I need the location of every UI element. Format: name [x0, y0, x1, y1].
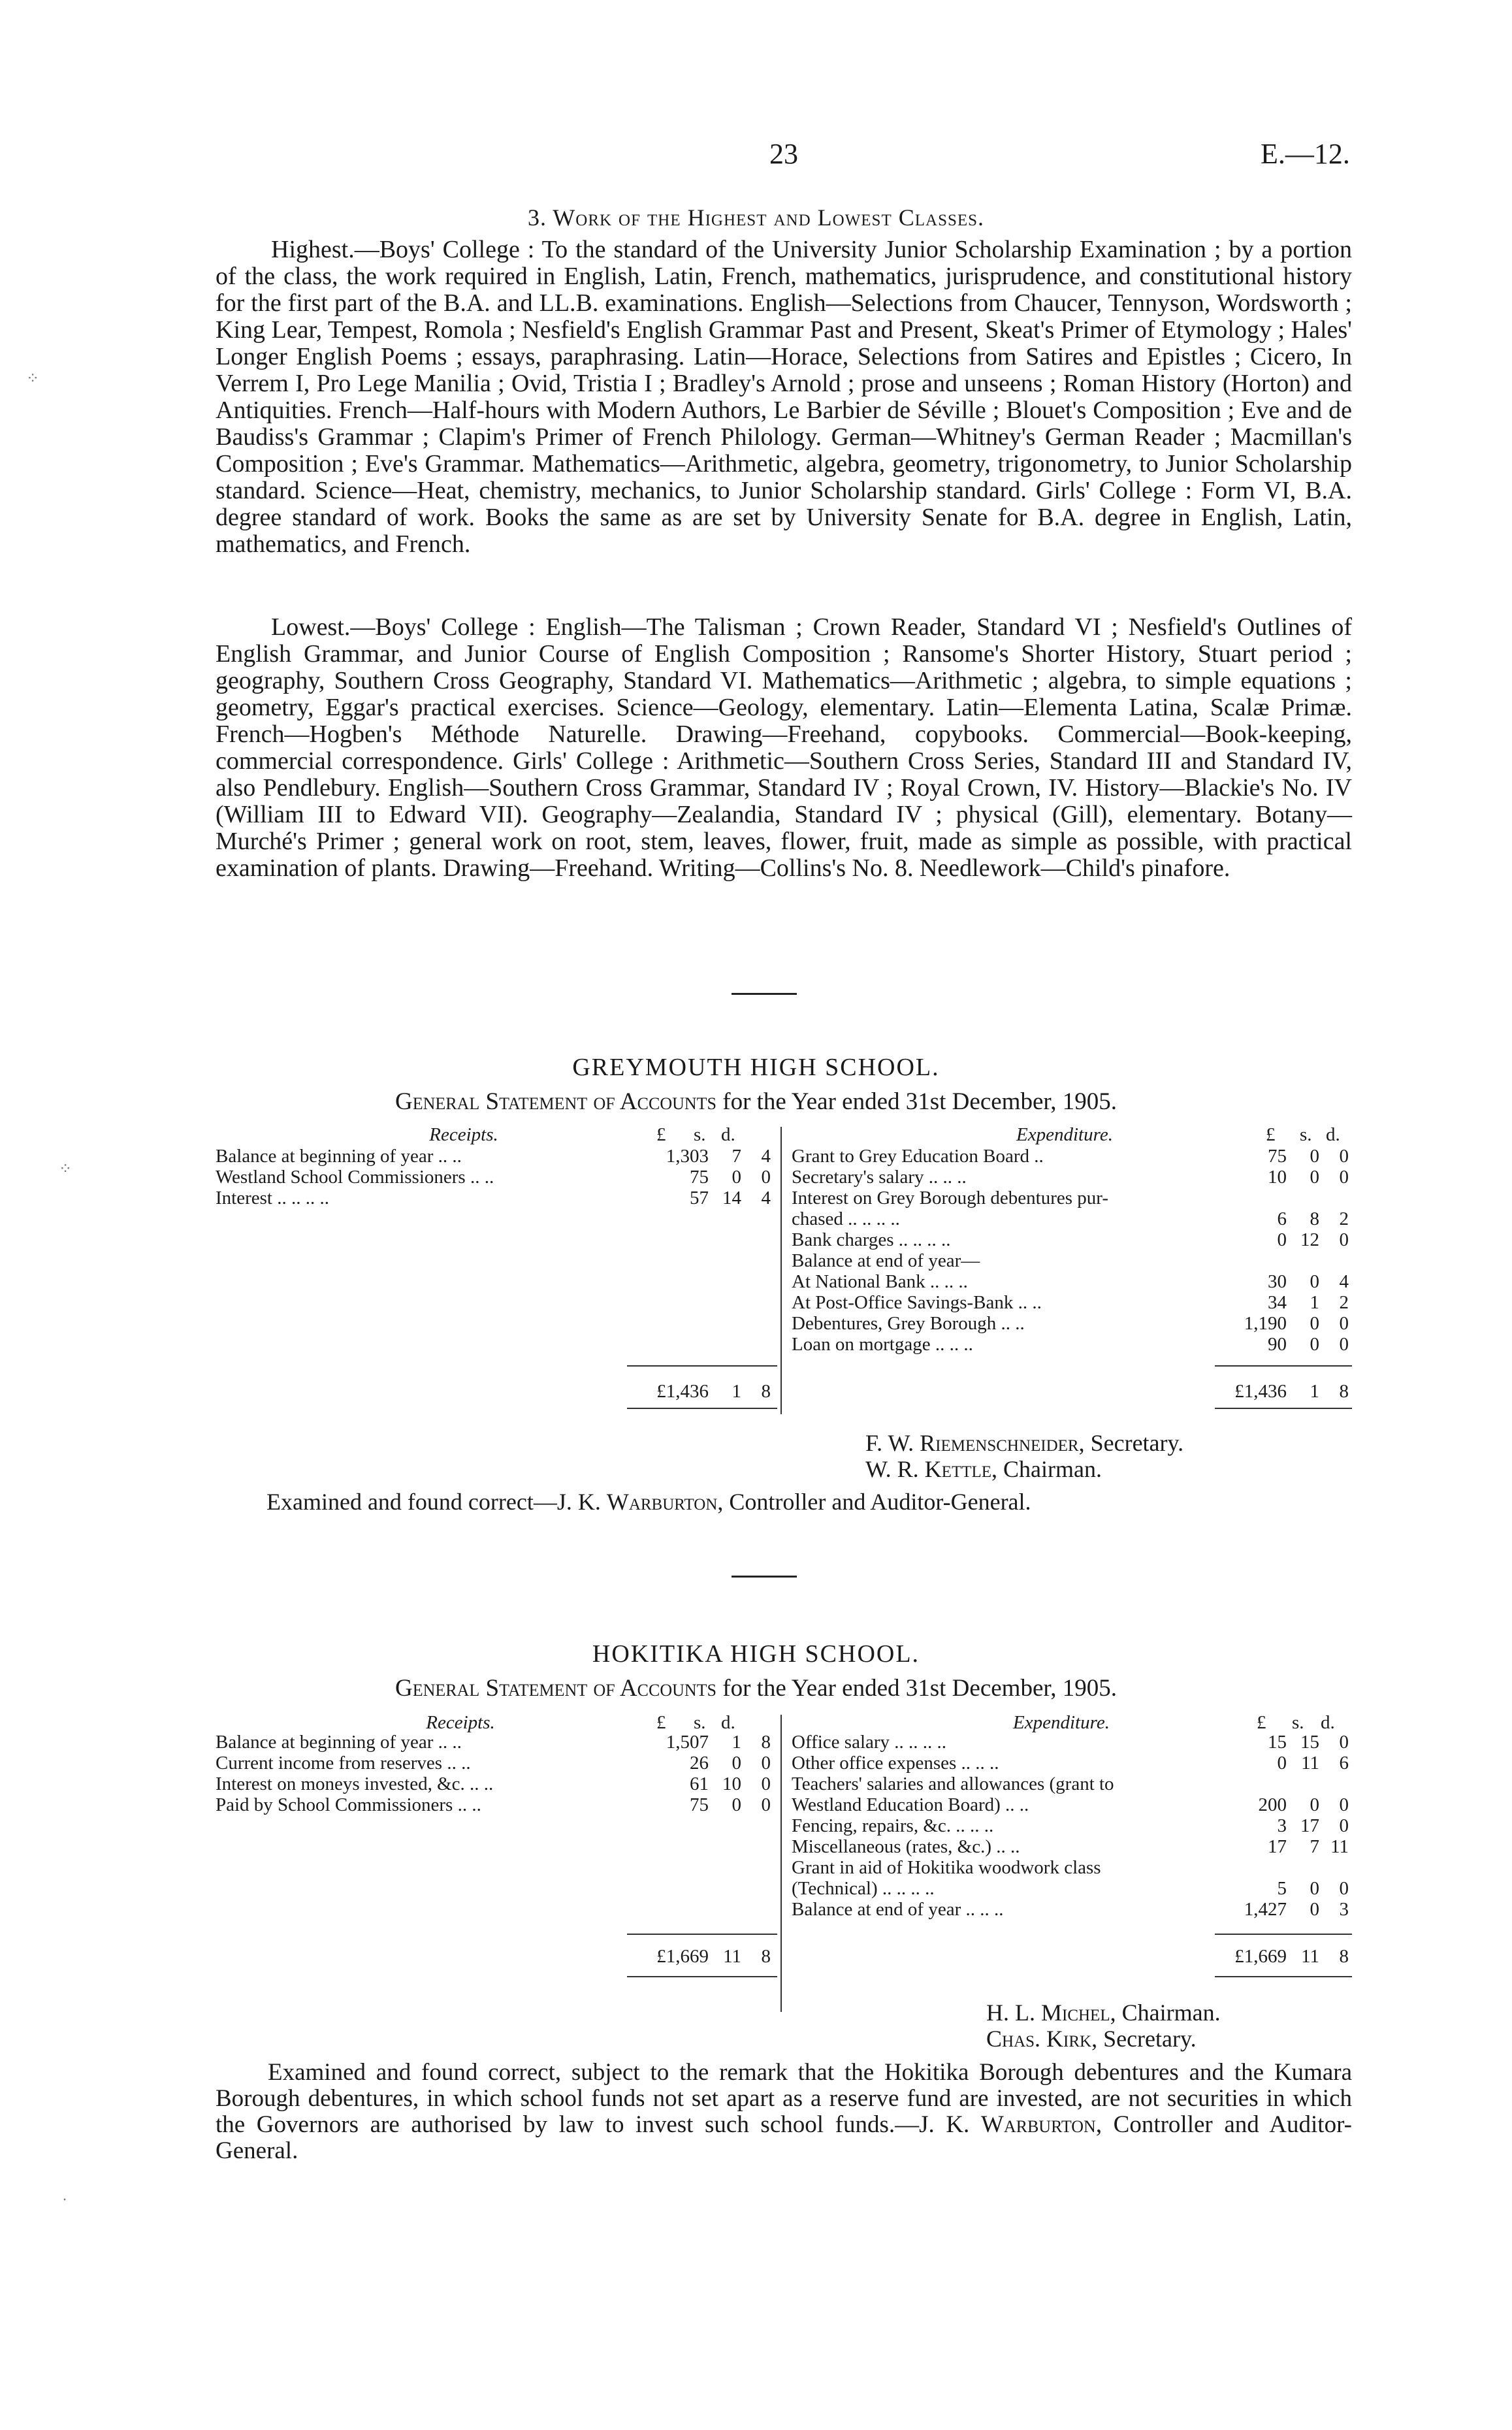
- expenditure-item: Westland Education Board) .. ..: [792, 1794, 1029, 1815]
- expenditure-pounds: 90: [1268, 1334, 1287, 1355]
- receipt-item: Interest .. .. .. ..: [216, 1188, 329, 1208]
- expenditure-item: Balance at end of year—: [792, 1250, 980, 1271]
- auditor-name: Warburton: [980, 2111, 1096, 2138]
- hokitika-statement-sc: General Statement of Accounts: [395, 1675, 716, 1702]
- receipt-item: Current income from reserves .. ..: [216, 1753, 471, 1774]
- expenditure-pence: 0: [1339, 1732, 1349, 1753]
- expenditure-item: Office salary .. .. .. ..: [792, 1732, 947, 1753]
- total-rule: [627, 1976, 777, 1977]
- signatory-name: W. R. Kettle: [865, 1456, 992, 1482]
- receipt-shillings: 0: [732, 1167, 741, 1188]
- receipt-pence: 4: [761, 1188, 771, 1208]
- col-pounds: £: [656, 1712, 666, 1733]
- receipt-item: Balance at beginning of year .. ..: [216, 1146, 462, 1167]
- scan-mark: ·: [62, 2192, 67, 2209]
- expenditure-pounds: 10: [1268, 1167, 1287, 1188]
- receipt-pounds: 1,507: [666, 1732, 709, 1753]
- signatory-name: F. W. Riemenschneider: [865, 1430, 1079, 1456]
- receipt-shillings: 10: [722, 1774, 741, 1794]
- signatory-title: , Secretary.: [1091, 2026, 1197, 2052]
- receipt-pounds: 75: [690, 1794, 709, 1815]
- examined-paragraph: [216, 2060, 1352, 2164]
- receipt-pounds: 61: [690, 1774, 709, 1794]
- expenditure-item: Miscellaneous (rates, &c.) .. ..: [792, 1836, 1020, 1857]
- expenditure-shillings: 0: [1310, 1899, 1319, 1920]
- receipts-label: Receipts.: [429, 1124, 498, 1145]
- receipt-pounds: 1,303: [666, 1146, 709, 1167]
- expenditure-total-pounds: £1,669: [1234, 1946, 1287, 1967]
- auditor-name: Warburton: [606, 1489, 718, 1515]
- receipt-shillings: 0: [732, 1753, 741, 1774]
- expenditure-pence: 0: [1339, 1815, 1349, 1836]
- signatory-name: Chas. Kirk: [986, 2026, 1092, 2052]
- receipt-pounds: 75: [690, 1167, 709, 1188]
- section-title: 3. Work of the Highest and Lowest Classes.: [527, 204, 985, 231]
- highest-text: Highest.—Boys' College : To the standard of the University Junior Scholarship Examination ; by a portion of the class, the work required in English, Latin, French, mathematics, jurisprudence, and constitutional history for the first part of the B.A. and LL.B. examinations. English—Selections from Chaucer, Tennyson, Wordsworth ; King Lear, Tempest, Romola ; Nesfield's English Grammar Past and Present, Skeat's Primer of Etymology ; Hales' Longer English Poems ; essays, paraphrasing. Latin—Horace, Selections from Satires and Epistles ; Cicero, In Verrem I, Pro Lege Manilia ; Ovid, Tristia I ; Bradley's Arnold ; prose and unseens ; Roman History (Horton) and Antiquities. French—Half-hours with Modern Authors, Le Barbier de Séville ; Blouet's Composition ; Eve and de Baudiss's Grammar ; Clapim's Primer of French Philology. German—Whitney's German Reader ; Macmillan's Composition ; Eve's Grammar. Mathematics—Arithmetic, algebra, geometry, trigonometry, to Junior Scholarship standard. Science—Heat, chemistry, mechanics, to Junior Scholarship standard. Girls' College : Form VI, B.A. degree standard of work. Books the same as are set by University Senate for B.A. degree in English, Latin, mathematics, and French.: [216, 236, 1352, 558]
- examined-text: Examined and found correct—J. K.: [266, 1489, 607, 1515]
- expenditure-pence: 0: [1339, 1794, 1349, 1815]
- expenditure-item: Other office expenses .. .. ..: [792, 1753, 999, 1774]
- expenditure-pounds: 0: [1277, 1229, 1287, 1250]
- expenditure-pounds: 15: [1268, 1732, 1287, 1753]
- expenditure-shillings: 7: [1310, 1836, 1319, 1857]
- receipt-pence: 0: [761, 1167, 771, 1188]
- expenditure-item: Fencing, repairs, &c. .. .. ..: [792, 1815, 994, 1836]
- expenditure-item: Debentures, Grey Borough .. ..: [792, 1313, 1025, 1334]
- scan-mark: ⁘: [59, 1161, 72, 1178]
- expenditure-shillings: 11: [1301, 1753, 1319, 1774]
- expenditure-pounds: 6: [1277, 1208, 1287, 1229]
- expenditure-pence: 0: [1339, 1146, 1349, 1167]
- expenditure-item: Interest on Grey Borough debentures pur-: [792, 1188, 1109, 1208]
- greymouth-statement-sc: General Statement of Accounts: [395, 1088, 716, 1115]
- expenditure-shillings: 0: [1310, 1271, 1319, 1292]
- document-reference: E.—12.: [1261, 138, 1350, 170]
- col-shillings: s.: [1300, 1124, 1312, 1145]
- expenditure-item: Bank charges .. .. .. ..: [792, 1229, 951, 1250]
- hokitika-title: HOKITIKA HIGH SCHOOL.: [592, 1640, 920, 1668]
- expenditure-pounds: 0: [1277, 1753, 1287, 1774]
- expenditure-item: Loan on mortgage .. .. ..: [792, 1334, 973, 1355]
- receipts-label: Receipts.: [426, 1712, 495, 1733]
- expenditure-shillings: 0: [1310, 1313, 1319, 1334]
- expenditure-shillings: [1287, 1858, 1319, 1878]
- receipt-pence: 0: [761, 1753, 771, 1774]
- col-shillings: s.: [694, 1712, 706, 1733]
- signatory-name: H. L. Michel: [986, 2000, 1110, 2026]
- col-pounds: £: [1266, 1124, 1276, 1145]
- receipts-total-shillings: 11: [723, 1946, 741, 1967]
- receipt-item: Paid by School Commissioners .. ..: [216, 1794, 481, 1815]
- greymouth-statement-rest: for the Year ended 31st December, 1905.: [716, 1088, 1117, 1115]
- expenditure-pounds: 1,190: [1244, 1313, 1287, 1334]
- expenditure-item: Grant in aid of Hokitika woodwork class: [792, 1857, 1101, 1878]
- expenditure-shillings: [1287, 1774, 1319, 1794]
- expenditure-pence: 0: [1339, 1167, 1349, 1188]
- total-rule: [1215, 1976, 1352, 1977]
- expenditure-shillings: 12: [1300, 1229, 1319, 1250]
- expenditure-pence: 2: [1339, 1292, 1349, 1313]
- expenditure-pence: 2: [1339, 1208, 1349, 1229]
- col-pence: d.: [1326, 1124, 1340, 1145]
- expenditure-shillings: 0: [1310, 1167, 1319, 1188]
- expenditure-pence: 0: [1339, 1313, 1349, 1334]
- receipt-pence: 0: [761, 1774, 771, 1794]
- expenditure-shillings: 15: [1300, 1732, 1319, 1753]
- expenditure-label: Expenditure.: [1016, 1124, 1113, 1145]
- expenditure-shillings: 0: [1310, 1794, 1319, 1815]
- col-pence: d.: [721, 1124, 735, 1145]
- receipts-total-pounds: £1,436: [656, 1381, 709, 1402]
- expenditure-shillings: 0: [1310, 1146, 1319, 1167]
- receipts-total-pounds: £1,669: [656, 1946, 709, 1967]
- ledger-divider: [780, 1715, 782, 2012]
- receipts-total-pence: 8: [761, 1946, 771, 1967]
- examined-text: Examined and found correct, subject to the remark that the Hokitika Borough debentures and the Kumara Borough debentures, in which school funds not set apart as a reserve fund are invested, are not securities in which the Governors are authorised by law to invest such school funds.—J. K.: [216, 2059, 1352, 2138]
- hokitika-signature-secretary: [986, 2025, 1197, 2052]
- expenditure-shillings: 1: [1310, 1292, 1319, 1313]
- receipt-item: Westland School Commissioners .. ..: [216, 1167, 494, 1188]
- expenditure-pounds: 3: [1277, 1815, 1287, 1836]
- expenditure-total-pounds: £1,436: [1234, 1381, 1287, 1402]
- hokitika-statement-rest: for the Year ended 31st December, 1905.: [716, 1675, 1117, 1702]
- page-number: 23: [769, 138, 798, 170]
- expenditure-total-pence: 8: [1339, 1946, 1349, 1967]
- expenditure-pence: 3: [1339, 1899, 1349, 1920]
- expenditure-item: Balance at end of year .. .. ..: [792, 1899, 1004, 1920]
- expenditure-item: At National Bank .. .. ..: [792, 1271, 968, 1292]
- receipt-shillings: 7: [732, 1146, 741, 1167]
- auditor-title: , Controller and Auditor-General.: [216, 2111, 1352, 2164]
- receipt-pence: 8: [761, 1732, 771, 1753]
- greymouth-title: GREYMOUTH HIGH SCHOOL.: [572, 1054, 940, 1081]
- total-rule: [627, 1934, 777, 1935]
- expenditure-pence: 0: [1339, 1334, 1349, 1355]
- auditor-title: , Controller and Auditor-General.: [717, 1489, 1031, 1515]
- expenditure-pence: [1319, 1774, 1349, 1794]
- lowest-text: Lowest.—Boys' College : English—The Talisman ; Crown Reader, Standard VI ; Nesfield's Outlines of English Grammar, and Junior Course of English Composition ; Ransome's Shorter History, Stuart period ; geography, Southern Cross Geography, Standard VI. Mathematics—Arithmetic ; algebra, to simple equations ; geometry, Eggar's practical exercises. Science—Geology, elementary. Latin—Elementa Latina, Scalæ Primæ. French—Hogben's Méthode Naturelle. Drawing—Freehand, copybooks. Commercial—Book-keeping, commercial correspondence. Girls' College : Arithmetic—Southern Cross Series, Standard III and Standard IV, also Pendlebury. English—Southern Cross Grammar, Standard IV ; Royal Crown, IV. History—Blackie's No. IV (William III to Edward VII). Geography—Zealandia, Standard IV ; physical (Gill), elementary. Botany—Murché's Primer ; general work on root, stem, leaves, flower, fruit, made as simple as possible, with practical examination of plants. Drawing—Freehand. Writing—Collins's No. 8. Needlework—Child's pinafore.: [216, 613, 1352, 882]
- expenditure-total-pence: 8: [1339, 1381, 1349, 1402]
- receipt-item: Interest on moneys invested, &c. .. ..: [216, 1774, 494, 1794]
- signatory-title: , Chairman.: [1110, 2000, 1221, 2026]
- total-rule: [1215, 1934, 1352, 1935]
- expenditure-pence: 0: [1339, 1229, 1349, 1250]
- expenditure-pounds: 200: [1258, 1794, 1287, 1815]
- expenditure-pounds: 5: [1277, 1878, 1287, 1899]
- receipts-total-shillings: 1: [732, 1381, 741, 1402]
- expenditure-pounds: [1215, 1858, 1287, 1878]
- expenditure-total-shillings: 11: [1301, 1946, 1319, 1967]
- expenditure-pounds: 75: [1268, 1146, 1287, 1167]
- expenditure-shillings: 17: [1300, 1815, 1319, 1836]
- receipt-pounds: 26: [690, 1753, 709, 1774]
- receipt-shillings: 1: [732, 1732, 741, 1753]
- expenditure-label: Expenditure.: [1013, 1712, 1110, 1733]
- col-pounds: £: [656, 1124, 666, 1145]
- col-pence: d.: [1321, 1712, 1335, 1733]
- expenditure-item: At Post-Office Savings-Bank .. ..: [792, 1292, 1042, 1313]
- signatory-title: , Chairman.: [991, 1456, 1102, 1482]
- expenditure-pounds: 17: [1268, 1836, 1287, 1857]
- expenditure-pence: 6: [1339, 1753, 1349, 1774]
- col-shillings: s.: [694, 1124, 706, 1145]
- expenditure-pounds: 1,427: [1244, 1899, 1287, 1920]
- expenditure-pounds: 34: [1268, 1292, 1287, 1313]
- expenditure-pounds: 30: [1268, 1271, 1287, 1292]
- expenditure-item: (Technical) .. .. .. ..: [792, 1878, 935, 1899]
- receipt-pence: 0: [761, 1794, 771, 1815]
- expenditure-pence: 0: [1339, 1878, 1349, 1899]
- expenditure-shillings: 0: [1310, 1334, 1319, 1355]
- expenditure-shillings: 0: [1310, 1878, 1319, 1899]
- col-shillings: s.: [1292, 1712, 1304, 1733]
- expenditure-item: Teachers' salaries and allowances (grant to: [792, 1774, 1114, 1794]
- col-pence: d.: [721, 1712, 735, 1733]
- col-pounds: £: [1257, 1712, 1266, 1733]
- expenditure-shillings: 8: [1310, 1208, 1319, 1229]
- receipt-item: Balance at beginning of year .. ..: [216, 1732, 462, 1753]
- expenditure-pounds: [1215, 1774, 1287, 1794]
- scan-mark: ⁘: [26, 370, 40, 387]
- receipts-total-pence: 8: [761, 1381, 771, 1402]
- expenditure-pence: [1319, 1858, 1349, 1878]
- expenditure-item: chased .. .. .. ..: [792, 1208, 900, 1229]
- signatory-title: , Secretary.: [1078, 1430, 1184, 1456]
- expenditure-item: Grant to Grey Education Board ..: [792, 1146, 1044, 1167]
- hokitika-signature-chairman: [986, 1999, 1221, 2026]
- expenditure-pence: 11: [1330, 1836, 1349, 1857]
- hokitika-examined: [216, 2060, 1352, 2164]
- expenditure-pence: 4: [1339, 1271, 1349, 1292]
- receipt-pence: 4: [761, 1146, 771, 1167]
- expenditure-item: Secretary's salary .. .. ..: [792, 1167, 967, 1188]
- receipt-shillings: 14: [722, 1188, 741, 1208]
- expenditure-total-shillings: 1: [1310, 1381, 1319, 1402]
- receipt-pounds: 57: [690, 1188, 709, 1208]
- receipt-shillings: 0: [732, 1794, 741, 1815]
